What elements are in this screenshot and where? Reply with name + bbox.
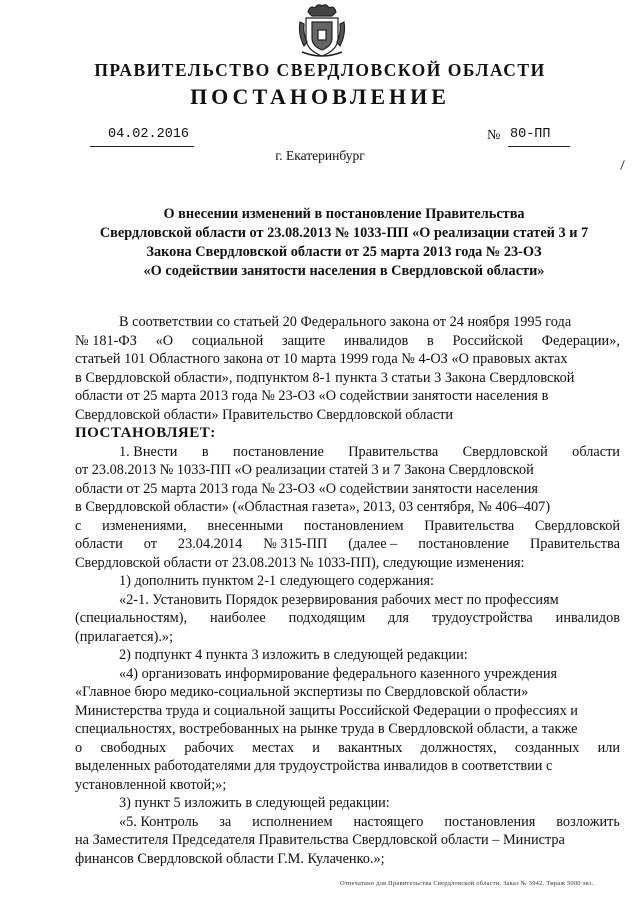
body-line	[75, 646, 620, 665]
body-line	[75, 332, 620, 351]
body-line	[75, 776, 620, 795]
body-word-group: области	[75, 536, 123, 552]
body-line	[75, 850, 620, 869]
body-word-group: Свердловской области от 23.08.2013 № 1033-ПП), следующие изменения:	[75, 554, 525, 571]
body-line	[75, 498, 620, 517]
body-word-group: постановление	[418, 536, 510, 552]
body-word-group: рабочих	[184, 739, 234, 756]
body-word-group: № 181-ФЗ	[75, 332, 137, 349]
body-line	[75, 350, 620, 369]
body-line	[75, 628, 620, 647]
body-word-group: с	[75, 517, 82, 534]
title-line: Свердловской области от 23.08.2013 № 1033-ПП «О реализации статей 3 и 7	[99, 225, 589, 241]
document-number: 80-ПП	[510, 127, 551, 142]
body-word-group: «2-1. Установить Порядок резервирования рабочих мест по профессиям	[119, 591, 559, 608]
body-word-group: (специальностям),	[75, 610, 188, 626]
body-word-group: Федерации»,	[541, 332, 620, 349]
body-line	[75, 572, 620, 591]
body-word-group: трудоустройства	[431, 610, 533, 626]
body-word-group: статьей 101 Областного закона от 10 марта 1999 года № 4-ОЗ «О правовых актах	[75, 351, 568, 367]
body-line	[75, 720, 620, 739]
body-word-group: и	[312, 739, 320, 756]
body-word-group: «Главное бюро медико-социальной экспертизы по Свердловской области»	[75, 684, 529, 700]
body-word-group: установленной квотой;»;	[75, 776, 227, 793]
date-underline	[90, 146, 194, 147]
body-word-group: области от 25 марта 2013 года № 23-ОЗ «О содействии занятости населения в	[75, 388, 549, 404]
body-line	[75, 406, 620, 425]
body-word-group: финансов Свердловской области Г.М. Кулаченко.»;	[75, 850, 385, 867]
body-word-group: в Свердловской области» («Областная газета», 2013, 03 сентября, № 406–407)	[75, 499, 551, 515]
document-body	[75, 313, 620, 868]
body-word-group: 1) дополнить пунктом 2-1 следующего содержания:	[119, 573, 434, 589]
body-word-group: от	[143, 536, 157, 552]
body-line	[75, 591, 620, 610]
body-word-group: в	[201, 443, 209, 460]
body-word-group: Свердловской	[534, 517, 620, 534]
body-line	[75, 387, 620, 406]
body-word-group: изменениями,	[102, 517, 187, 534]
body-word-group: 1. Внести	[119, 443, 178, 460]
body-word-group: области от 25 марта 2013 года № 23-ОЗ «О содействии занятости населения	[75, 480, 539, 497]
body-line	[75, 683, 620, 702]
body-word-group: 3) пункт 5 изложить в следующей редакции:	[119, 795, 390, 811]
body-word-group: выделенных работодателями для трудоустройства инвалидов в соответствии с	[75, 758, 553, 774]
body-line	[75, 831, 620, 850]
body-word-group: должностях,	[420, 739, 497, 756]
body-word-group: свободных	[100, 739, 167, 756]
body-line	[75, 702, 620, 721]
body-word-group: 23.04.2014	[177, 536, 243, 552]
body-word-group: ПОСТАНОВЛЯЕТ:	[75, 425, 216, 441]
body-line	[75, 517, 620, 536]
body-word-group: специальностях, востребованных на рынке труда в Свердловской области, а также	[75, 721, 578, 737]
body-word-group: подходящим	[288, 610, 366, 626]
body-word-group: на Заместителя Председателя Правительства Свердловской области – Министра	[75, 832, 565, 848]
body-word-group: Свердловской	[462, 443, 548, 460]
body-word-group: инвалидов	[555, 610, 620, 626]
number-sign: №	[487, 128, 501, 143]
body-line	[75, 813, 620, 832]
body-word-group: настоящего	[353, 813, 424, 830]
body-word-group: внесенными	[207, 517, 283, 534]
body-line	[75, 480, 620, 499]
document-title	[68, 205, 620, 281]
body-word-group: социальной	[191, 332, 264, 349]
body-line	[75, 369, 620, 388]
body-word-group: в	[426, 332, 434, 349]
body-word-group: Министерства труда и социальной защиты Российской Федерации о профессиях и	[75, 702, 578, 719]
body-line	[75, 665, 620, 684]
title-line: О внесении изменений в постановление Правительства	[163, 206, 525, 222]
body-word-group: о	[75, 739, 83, 756]
body-word-group: или	[597, 739, 620, 756]
print-footer: Отпечатано для Правительства Свердловской области. Заказ № 3942. Тираж 5000 экз.	[340, 880, 594, 887]
title-line: Закона Свердловской области от 25 марта 2013 года № 23-ОЗ	[146, 244, 542, 260]
body-word-group: В соответствии со статьей 20 Федерального закона от 24 ноября 1995 года	[119, 314, 572, 330]
body-word-group: местах	[252, 739, 295, 756]
document-type: ПОСТАНОВЛЕНИЕ	[190, 84, 450, 109]
body-word-group: «4) организовать информирование федерального казенного учреждения	[119, 665, 558, 682]
body-word-group: вакантных	[338, 739, 403, 756]
body-word-group: в Свердловской области», подпунктом 8-1 пункта 3 статьи 3 Закона Свердловской	[75, 369, 575, 386]
resolves-heading	[75, 424, 620, 443]
body-word-group: постановлением	[303, 517, 404, 534]
body-word-group: инвалидов	[343, 332, 409, 349]
body-word-group: «5. Контроль	[119, 813, 199, 830]
body-word-group: за	[219, 813, 232, 830]
body-word-group: возложить	[556, 813, 620, 830]
body-word-group: исполнением	[252, 813, 333, 830]
body-word-group: наиболее	[209, 610, 266, 626]
title-line: «О содействии занятости населения в Свердловской области»	[143, 263, 545, 279]
body-word-group: защите	[281, 332, 326, 349]
body-line	[75, 443, 620, 462]
organization-name: ПРАВИТЕЛЬСТВО СВЕРДЛОВСКОЙ ОБЛАСТИ	[94, 60, 546, 80]
number-underline	[508, 146, 570, 147]
body-line	[75, 609, 620, 628]
body-word-group: для	[388, 610, 410, 626]
body-word-group: от 23.08.2013 № 1033-ПП «О реализации статей 3 и 7 Закона Свердловской	[75, 462, 534, 478]
body-line	[75, 757, 620, 776]
body-line	[75, 461, 620, 480]
coat-of-arms-icon	[296, 2, 348, 58]
body-line	[75, 794, 620, 813]
document-date: 04.02.2016	[108, 127, 190, 142]
body-word-group: Свердловской области» Правительство Свердловской области	[75, 406, 454, 423]
body-word-group: Правительства	[348, 443, 439, 460]
body-word-group: 2) подпункт 4 пункта 3 изложить в следующей редакции:	[119, 647, 468, 663]
body-line	[75, 313, 620, 332]
body-word-group: области	[572, 443, 620, 460]
body-word-group: Правительства	[529, 536, 620, 552]
body-word-group: «О	[155, 332, 174, 349]
body-line	[75, 739, 620, 758]
body-word-group: Российской	[452, 332, 523, 349]
body-word-group: постановление	[233, 443, 324, 460]
body-line	[75, 535, 620, 554]
body-line	[75, 554, 620, 573]
city: г. Екатеринбург	[275, 148, 365, 163]
body-word-group: (прилагается).»;	[75, 628, 174, 645]
body-word-group: постановления	[444, 813, 536, 830]
body-word-group: Правительства	[424, 517, 515, 534]
body-word-group: (далее –	[348, 536, 398, 552]
body-word-group: № 315-ПП	[263, 536, 328, 552]
body-word-group: созданных	[514, 739, 580, 756]
